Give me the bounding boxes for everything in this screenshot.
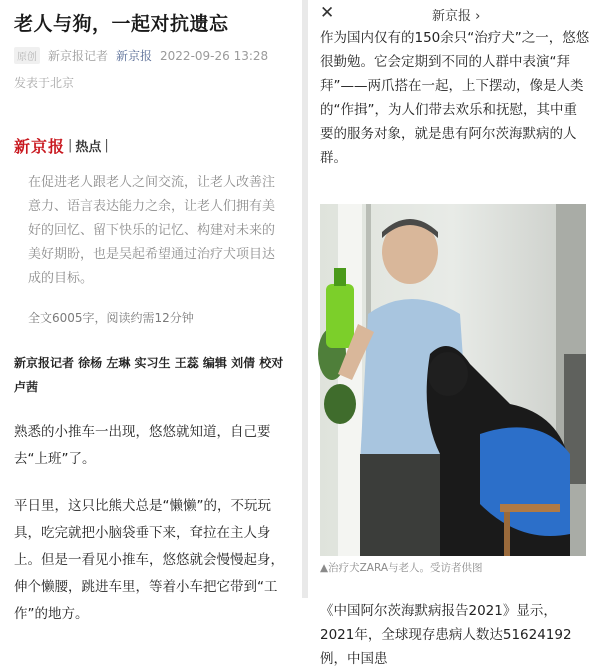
brand-header	[14, 134, 292, 157]
reading-stats: 全文6005字，阅读约需12分钟	[28, 311, 194, 325]
source-link[interactable]: 新京报	[116, 49, 153, 63]
paragraph-1: 熟悉的小推车一出现，悠悠就知道，自己要去“上班”了。	[14, 424, 271, 467]
account-name-link[interactable]: 新京报 ›	[432, 9, 481, 24]
brand-logo: 新京报	[14, 137, 66, 156]
brand-separator-2: |	[104, 138, 109, 153]
paragraph-2: 平日里，这只比熊犬总是“懒懒”的，不玩玩具，吃完就把小脑袋垂下来，耷拉在主人身上。但是一看见小推车，悠悠就会慢慢起身，伸个懒腰，跳进车里，等着小车把它带到“工作”的地方。	[14, 498, 284, 622]
article-title: 老人与狗，一起对抗遗忘	[14, 13, 229, 35]
byline: 新京报记者 徐杨 左琳 实习生 王蕊 编辑 刘倩 校对 卢茜	[14, 356, 284, 394]
article-meta	[14, 47, 292, 64]
photo-illustration	[320, 204, 586, 556]
author-label: 新京报记者	[48, 49, 109, 63]
right-paragraph-bottom: 《中国阿尔茨海默病报告2021》显示，2021年，全球现存患病人数达51624192例，中国患	[320, 603, 572, 667]
right-paragraph-top: 作为国内仅有的150余只“治疗犬”之一，悠悠很勤勉。它会定期到不同的人群中表演“拜拜”——两爪搭在一起，上下摆动，像是人类的“作揖”，为人们带去欢乐和抚慰，其中重要的服务对象，就是患有阿尔茨海默病的人群。	[320, 30, 590, 166]
original-tag: 原创	[14, 47, 40, 64]
publish-location: 发表于北京	[14, 76, 75, 90]
top-bar	[320, 0, 590, 26]
publish-datetime: 2022-09-26 13:28	[160, 48, 269, 63]
photo-caption: ▲治疗犬ZARA与老人。受访者供图	[320, 562, 483, 574]
article-summary: 在促进老人跟老人之间交流，让老人改善注意力、语言表达能力之余，让老人们拥有美好的回忆、留下快乐的记忆、构建对未来的美好期盼，也是吴起希望通过治疗犬项目达成的目标。	[28, 175, 276, 286]
article-right-panel	[308, 0, 600, 667]
brand-separator: |	[68, 138, 73, 153]
article-photo	[320, 204, 586, 556]
article-left-panel	[0, 0, 302, 622]
section-label: 热点	[75, 140, 102, 155]
close-icon[interactable]: ✕	[320, 3, 335, 23]
